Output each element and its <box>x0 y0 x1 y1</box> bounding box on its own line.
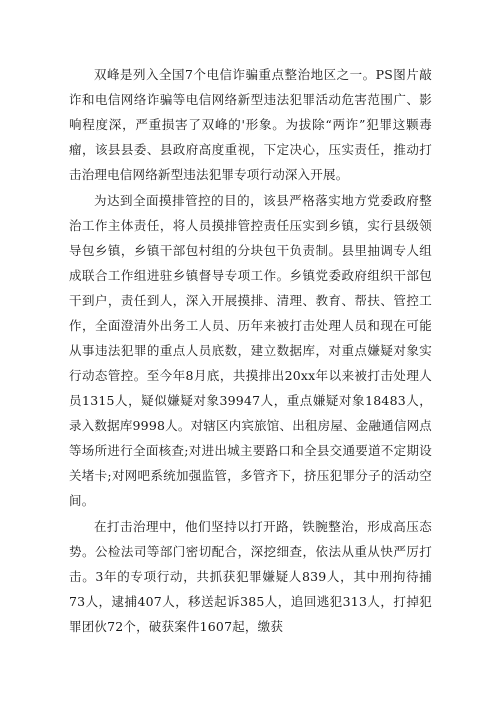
paragraph-3: 在打击治理中，他们坚持以打开路，铁腕整治，形成高压态势。公检法司等部门密切配合，深挖细查，依法从重从快严厉打击。3年的专项行动，共抓获犯罪嫌疑人839人，其中刑拘待捕73人，逮捕407人，移送起诉385人，追回逃犯313人，打掉犯罪团伙72个，破获案件1607起，缴获 <box>69 519 432 634</box>
paragraph-2: 为达到全面摸排管控的目的，该县严格落实地方党委政府整治工作主体责任，将人员摸排管控责任压实到乡镇，实行县级领导包乡镇，乡镇干部包村组的分块包干负责制。县里抽调专人组成联合工作组进驻乡镇督导专项工作。乡镇党委政府组织干部包干到户，责任到人，深入开展摸排、清理、教育、帮扶、管控工作，全面澄清外出务工人员、历年来被打击处理人员和现在可能从事违法犯罪的重点人员底数，建立数据库，对重点嫌疑对象实行动态管控。至今年8月底，共摸排出20xx年以来被打击处理人员1315人，疑似嫌疑对象39947人，重点嫌疑对象18483人，录入数据库9998人。对辖区内宾旅馆、出租房屋、金融通信网点等场所进行全面核查;对进出城主要路口和全县交通要道不定期设关堵卡;对网吧系统加强监管，多管齐下，挤压犯罪分子的活动空间。 <box>69 193 432 508</box>
paragraph-1: 双峰是列入全国7个电信诈骗重点整治地区之一。PS图片敲诈和电信网络诈骗等电信网络新型违法犯罪活动危害范围广、影响程度深，严重损害了双峰的'形象。为拔除“两诈”犯罪这颗毒瘤，该县县委、县政府高度重视，下定决心，压实责任，推动打击治理电信网络新型违法犯罪专项行动深入开展。 <box>69 67 432 182</box>
document-body <box>69 62 432 640</box>
